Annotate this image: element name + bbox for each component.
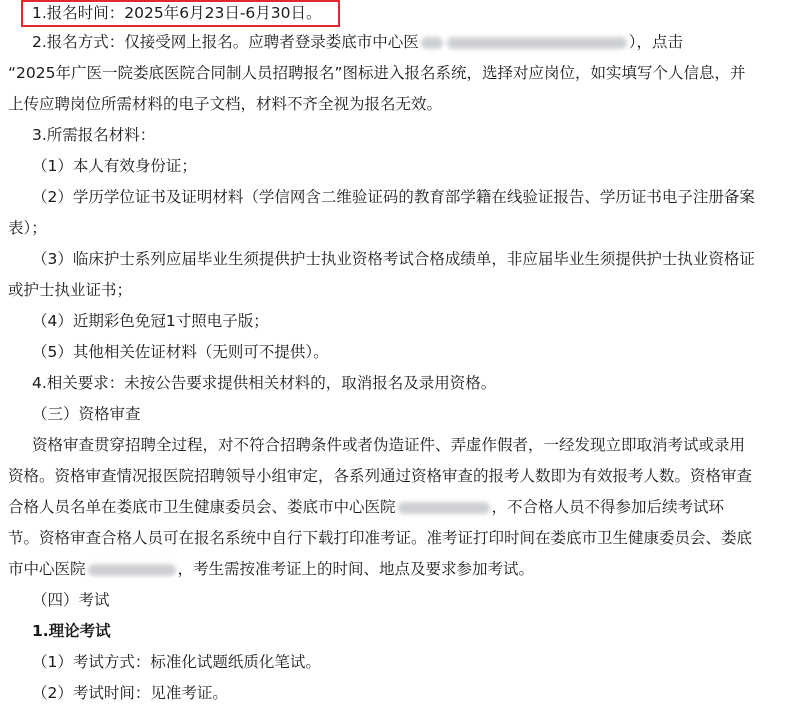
registration-method-tail: ），点击 (628, 33, 684, 51)
section-qualification-review: （三）资格审查 (32, 405, 141, 423)
review-paragraph-line5-tail: ，考生需按准考证上的时间、地点及要求参加考试。 (177, 560, 535, 578)
registration-method-line3: 上传应聘岗位所需材料的电子文档，材料不齐全视为报名无效。 (8, 95, 443, 113)
blurred-text (88, 564, 176, 576)
materials-item-2-cont: 表）； (8, 219, 47, 237)
review-paragraph-line5-text: 市中心医院 (8, 560, 86, 578)
registration-method-text: 2.报名方式：仅接受网上报名。应聘者登录娄底市中心医 (32, 33, 419, 51)
review-paragraph-line5 (8, 554, 780, 585)
materials-item-2: （2）学历学位证书及证明材料（学信网含二维验证码的教育部学籍在线验证报告、学历证书电子注册备案 (32, 188, 755, 206)
review-paragraph-line3 (8, 492, 780, 523)
materials-item-5: （5）其他相关佐证材料（无则可不提供）。 (32, 343, 329, 361)
review-paragraph-line2: 资格。资格审查情况报医院招聘领导小组审定，各系列通过资格审查的报考人数即为有效报考人数。资格审查 (8, 467, 753, 485)
exam-time: （2）考试时间：见准考证。 (32, 684, 228, 702)
materials-heading: 3.所需报名材料： (32, 126, 156, 144)
section-exam: （四）考试 (32, 591, 110, 609)
registration-time: 1.报名时间：2025年6月23日-6月30日。 (32, 4, 322, 22)
materials-item-3-cont: 或护士执业证书； (8, 281, 133, 299)
blurred-text (398, 502, 490, 514)
review-paragraph-line1: 资格审查贯穿招聘全过程，对不符合招聘条件或者伪造证件、弄虚作假者，一经发现立即取消考试或录用 (32, 436, 746, 454)
requirements: 4.相关要求：未按公告要求提供相关材料的，取消报名及录用资格。 (32, 374, 497, 392)
registration-method (32, 27, 780, 58)
blurred-site-name (421, 37, 443, 49)
registration-method-line2: “2025年广医一院娄底医院合同制人员招聘报名”图标进入报名系统，选择对应岗位，如实填写个人信息，并 (8, 64, 746, 82)
review-paragraph-line3-text: 合格人员名单在娄底市卫生健康委员会、娄底市中心医院 (8, 498, 396, 516)
exam-method: （1）考试方式：标准化试题纸质化笔试。 (32, 653, 321, 671)
materials-item-1: （1）本人有效身份证； (32, 157, 197, 175)
blurred-url (447, 37, 627, 49)
theory-exam-heading: 1.理论考试 (32, 622, 111, 640)
review-paragraph-line4: 节。资格审查合格人员可在报名系统中自行下载打印准考证。准考证打印时间在娄底市卫生健康委员会、娄底 (8, 529, 753, 547)
review-paragraph-line3-tail: ，不合格人员不得参加后续考试环 (491, 498, 725, 516)
materials-item-3: （3）临床护士系列应届毕业生须提供护士执业资格考试合格成绩单，非应届毕业生须提供护士执业资格证 (32, 250, 755, 268)
materials-item-4: （4）近期彩色免冠1寸照电子版； (32, 312, 269, 330)
